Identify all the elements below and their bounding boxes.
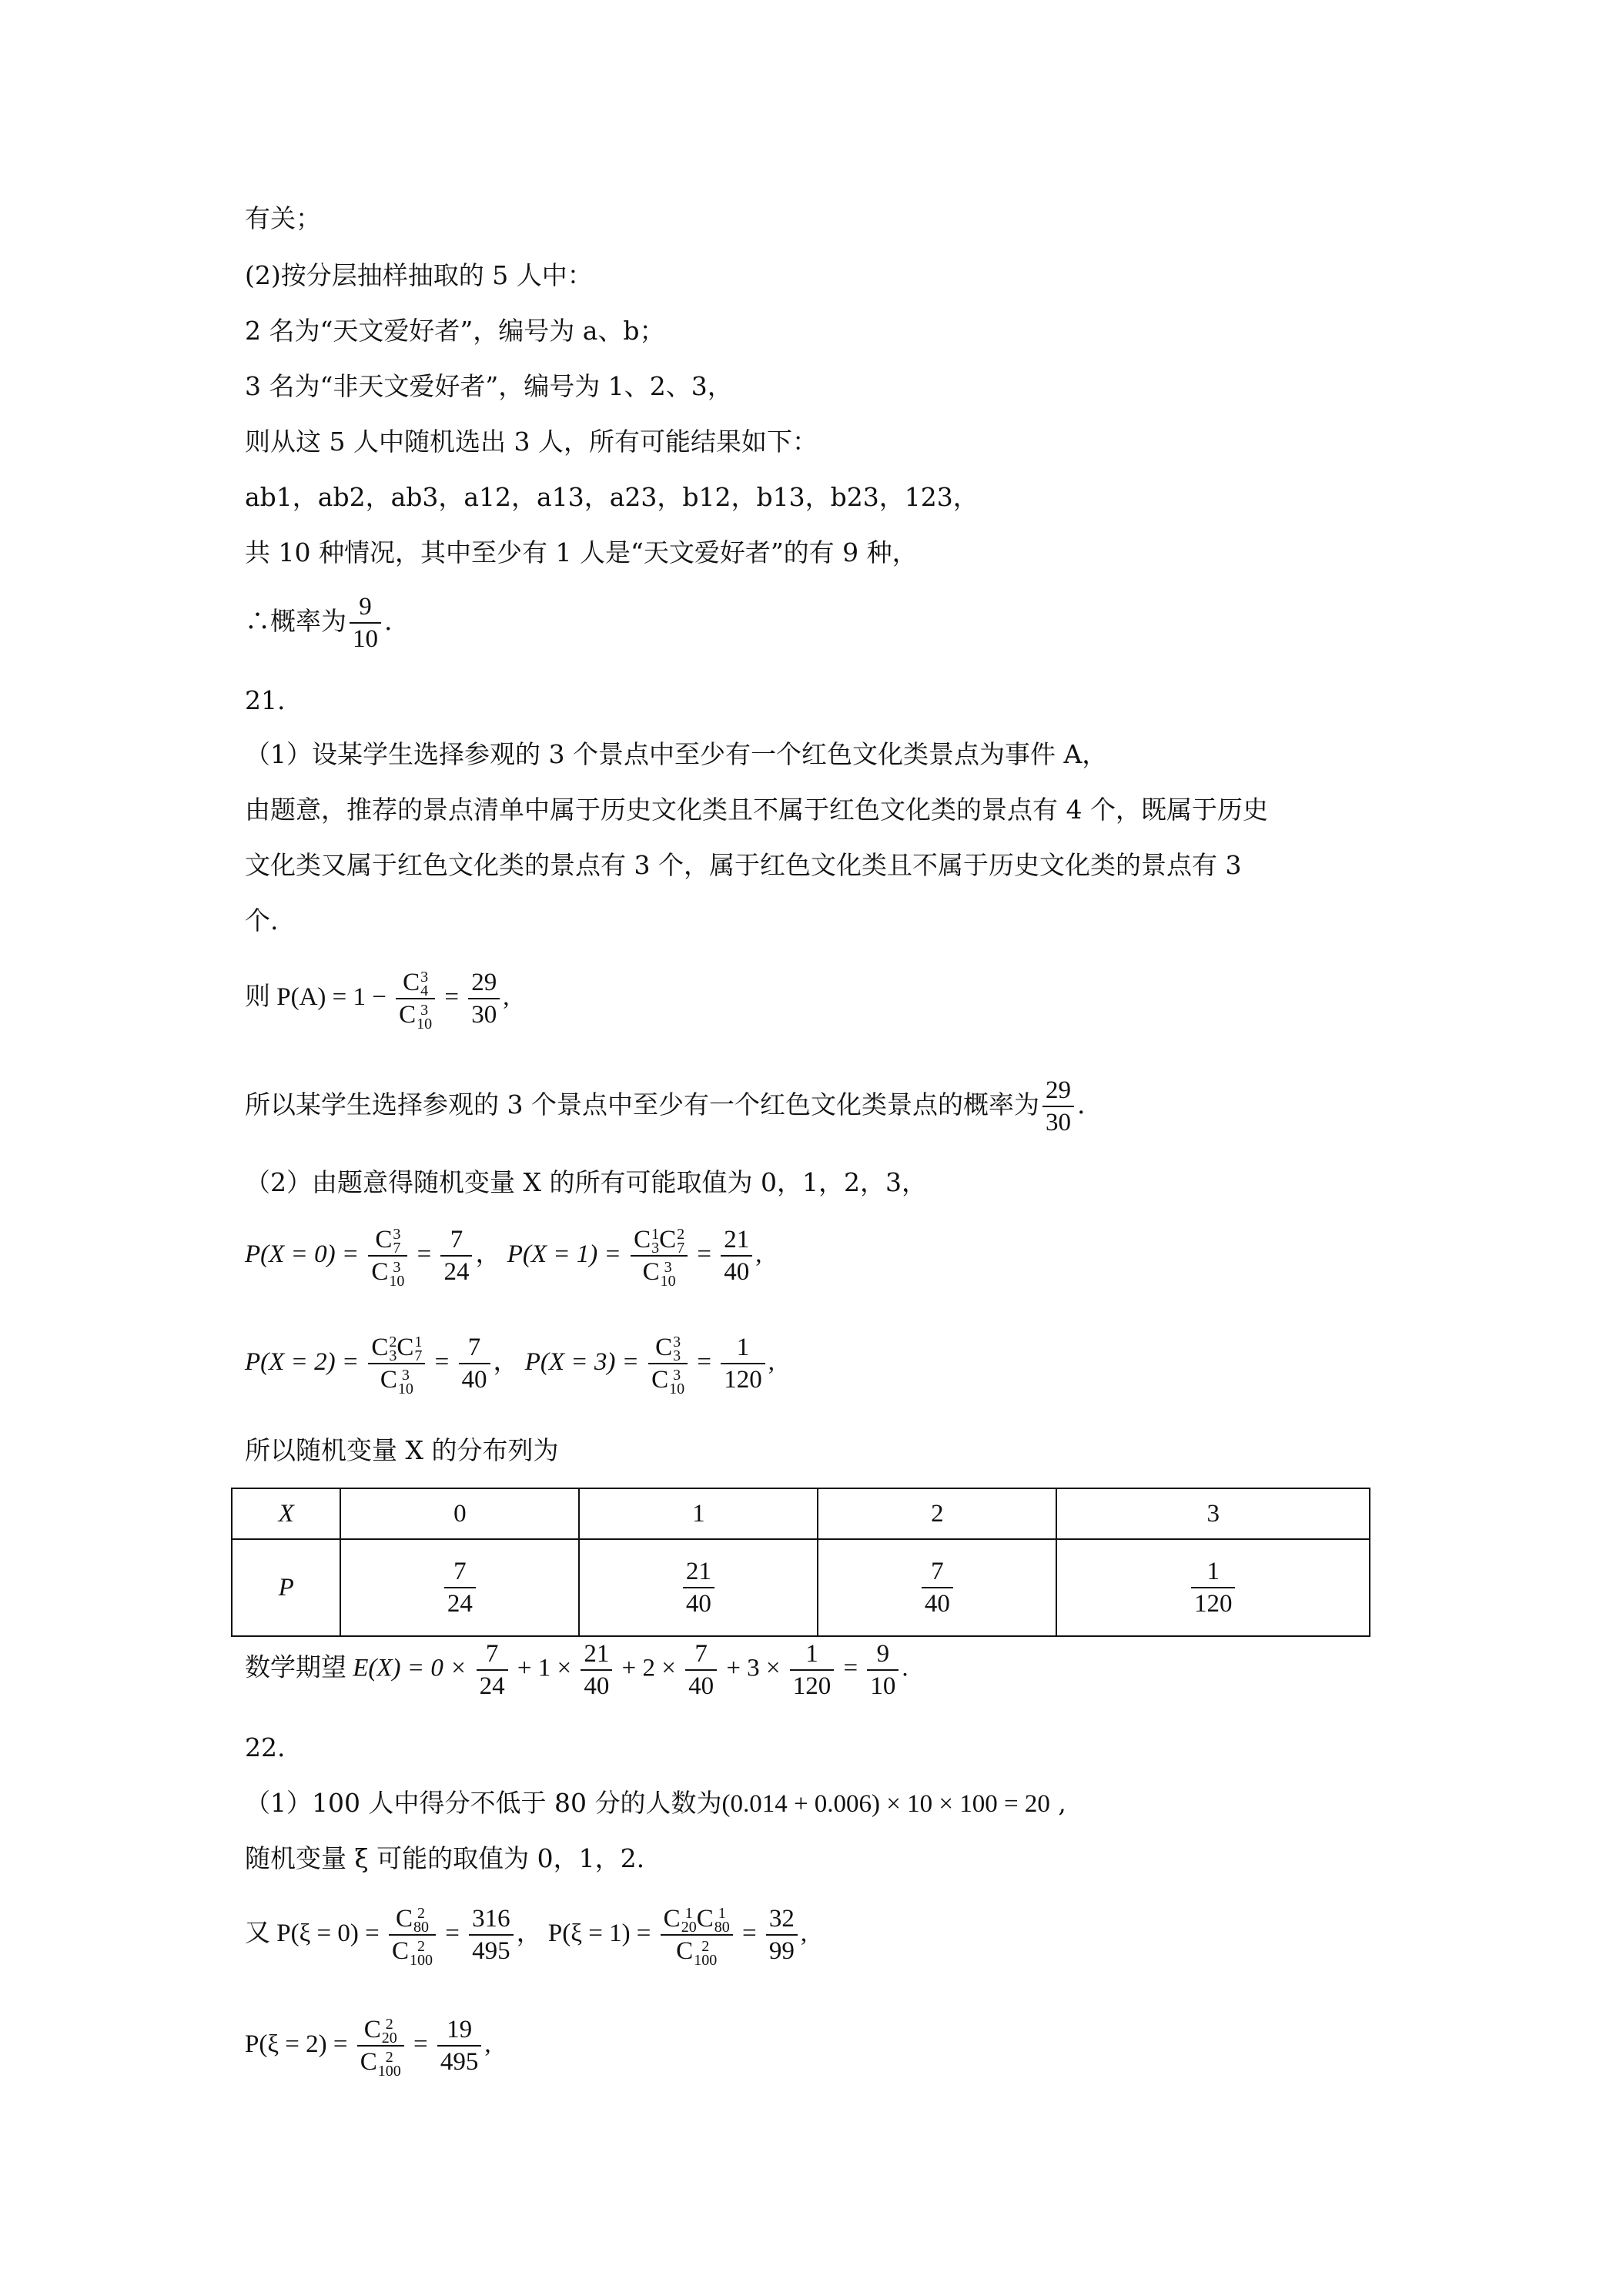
formula-lhs: P(X = 2) = bbox=[245, 1348, 360, 1376]
fraction bbox=[437, 2014, 482, 2077]
fraction-denominator: 30 bbox=[471, 1001, 497, 1029]
fraction-denominator: 495 bbox=[472, 1937, 510, 1966]
fraction-numerator: 1 bbox=[721, 1332, 765, 1364]
fraction bbox=[766, 1903, 798, 1966]
text-line: (2)按分层抽样抽取的 5 人中： bbox=[245, 260, 593, 290]
fraction bbox=[459, 1332, 490, 1395]
fraction bbox=[440, 1224, 472, 1287]
fraction bbox=[721, 1224, 752, 1287]
fraction bbox=[721, 1332, 765, 1395]
fraction-numerator: 7 bbox=[922, 1556, 953, 1588]
fraction bbox=[468, 967, 500, 1030]
text-line: 3 名为“非天文爱好者”，编号为 1、2、3， bbox=[245, 371, 733, 401]
fraction-numerator: 21 bbox=[683, 1556, 714, 1588]
formula-lhs: P(X = 1) = bbox=[507, 1240, 621, 1268]
fraction-numerator: 29 bbox=[468, 967, 500, 999]
table-cell bbox=[1056, 1539, 1370, 1636]
formula-px2-px3: P(X = 2) = C 2 3 C 1 7 C 3 10 = $\frac{7}{40}$ ， P(X = 3) = C 3 3 C 3 10 = $\frac{1}{120}$ , bbox=[245, 1334, 775, 1397]
text-line: 随机变量 ξ 可能的取值为 0，1，2. bbox=[245, 1843, 645, 1873]
fraction bbox=[1042, 1075, 1074, 1138]
formula-span: (0.014 + 0.006) × 10 × 100 = 20 bbox=[721, 1790, 1050, 1818]
formula-pxi0-pxi1: 又 P(ξ = 0) = C 2 80 C 2 100 = $\frac{316}{495}$ ， P(ξ = 1) = C 1 20 C 1 80 C 2 100 = $\frac{32}{99}$ , bbox=[245, 1905, 808, 1969]
formula-lhs: 又 P(ξ = 0) = bbox=[245, 1919, 380, 1947]
table-cell: X bbox=[232, 1488, 340, 1539]
question-number: 22. bbox=[245, 1732, 286, 1762]
text-span: （1）100 人中得分不低于 80 分的人数为 bbox=[245, 1788, 722, 1818]
fraction-numerator: 32 bbox=[766, 1903, 798, 1936]
formula-lhs: E(X) = 0 × bbox=[353, 1654, 467, 1682]
table-cell: P bbox=[232, 1539, 340, 1636]
table-cell: 0 bbox=[340, 1488, 579, 1539]
text-line: 个. bbox=[245, 905, 279, 935]
table-cell: 1 bbox=[579, 1488, 818, 1539]
table-cell bbox=[340, 1539, 579, 1636]
distribution-table bbox=[231, 1488, 1370, 1637]
fraction-denominator: 30 bbox=[1045, 1109, 1071, 1136]
table-cell bbox=[579, 1539, 818, 1636]
text-line: （1）设某学生选择参观的 3 个景点中至少有一个红色文化类景点为事件 A， bbox=[245, 739, 1108, 769]
fraction-denominator: 40 bbox=[461, 1366, 487, 1394]
question-number: 21. bbox=[245, 685, 286, 715]
fraction: C 3 4 C 3 10 bbox=[396, 967, 435, 1031]
fraction bbox=[867, 1638, 899, 1702]
table-row bbox=[232, 1488, 1370, 1539]
fraction-numerator: 7 bbox=[444, 1556, 476, 1588]
text-line: （2）由题意得随机变量 X 的所有可能取值为 0，1，2，3， bbox=[245, 1167, 927, 1197]
fraction-numerator: 1 bbox=[1191, 1556, 1236, 1588]
table-cell: 3 bbox=[1056, 1488, 1370, 1539]
text-line: 有关； bbox=[245, 203, 321, 233]
fraction-numerator: 19 bbox=[437, 2014, 482, 2047]
fraction-numerator: 7 bbox=[459, 1332, 490, 1364]
text-span: 数学期望 bbox=[245, 1654, 346, 1682]
text-line: 2 名为“天文爱好者”，编号为 a、b； bbox=[245, 316, 665, 346]
formula-lhs: P(X = 3) = bbox=[524, 1348, 639, 1376]
fraction-denominator: 24 bbox=[443, 1258, 470, 1287]
text-line: 则从这 5 人中随机选出 3 人，所有可能结果如下： bbox=[245, 427, 818, 457]
text-span: ∴概率为 bbox=[245, 606, 346, 636]
fraction bbox=[350, 591, 381, 654]
fraction-denominator: 40 bbox=[924, 1590, 950, 1618]
formula-px0-px1: P(X = 0) = C 3 7 C 3 10 = $\frac{7}{24}$ ， P(X = 1) = C 1 3 C 2 7 C 3 10 = $\frac{21}{40}$ , bbox=[245, 1226, 762, 1290]
formula-lhs: P(X = 0) = bbox=[245, 1240, 360, 1268]
text-span: 所以某学生选择参观的 3 个景点中至少有一个红色文化类景点的概率为 bbox=[245, 1089, 1039, 1120]
formula-lhs: P(ξ = 1) = bbox=[547, 1919, 651, 1947]
fraction-denominator: 99 bbox=[768, 1937, 795, 1966]
text-line: 由题意，推荐的景点清单中属于历史文化类且不属于红色文化类的景点有 4 个，既属于历史 bbox=[245, 795, 1268, 825]
fraction-numerator: 29 bbox=[1042, 1075, 1074, 1107]
fraction-denominator: 120 bbox=[1193, 1590, 1233, 1618]
fraction-denominator: 10 bbox=[870, 1672, 896, 1700]
fraction-numerator: 9 bbox=[867, 1638, 899, 1671]
text-line: 所以随机变量 X 的分布列为 bbox=[245, 1435, 559, 1465]
fraction-denominator: 24 bbox=[447, 1590, 473, 1618]
fraction bbox=[469, 1903, 514, 1966]
formula-expectation: 数学期望 E(X) = 0 × $\frac{7}{24}$ + 1 × $\frac{21}{40}$ + 2 × $\frac{7}{40}$ + 3 × $\frac{1}{120}$ = $\frac{9}{10}$ . bbox=[245, 1640, 909, 1700]
fraction-denominator: 495 bbox=[440, 2048, 479, 2077]
fraction-denominator: 40 bbox=[685, 1590, 711, 1618]
text-line: （1）100 人中得分不低于 80 分的人数为(0.014 + 0.006) × 10 × 100 = 20 , bbox=[245, 1788, 1066, 1818]
formula-lhs: P(ξ = 2) = bbox=[245, 2030, 348, 2058]
formula-lhs: 则 P(A) = 1 − bbox=[245, 983, 387, 1011]
fraction-numerator: 7 bbox=[440, 1224, 472, 1257]
text-line: ab1，ab2，ab3，a12，a13，a23，b12，b13，b23，123， bbox=[245, 482, 979, 512]
formula-pxi2: P(ξ = 2) = C 2 20 C 2 100 = $\frac{19}{495}$ , bbox=[245, 2016, 491, 2080]
text-line: 共 10 种情况，其中至少有 1 人是“天文爱好者”的有 9 种， bbox=[245, 537, 918, 567]
table-cell bbox=[818, 1539, 1056, 1636]
fraction-numerator: 316 bbox=[469, 1903, 514, 1936]
fraction-denominator: 10 bbox=[353, 625, 378, 653]
formula-pa: 则 P(A) = 1 − C 3 4 C 3 10 = $\frac{29}{30}$ , bbox=[245, 969, 510, 1033]
conclusion-line: 所以某学生选择参观的 3 个景点中至少有一个红色文化类景点的概率为 $\frac{29}{30}$ . bbox=[245, 1076, 1086, 1136]
table-row bbox=[232, 1539, 1370, 1636]
table-cell: 2 bbox=[818, 1488, 1056, 1539]
fraction-numerator: 9 bbox=[350, 591, 381, 624]
fraction-denominator: 120 bbox=[724, 1366, 762, 1394]
fraction-denominator: 40 bbox=[724, 1258, 750, 1287]
probability-line: ∴概率为 $\frac{9}{10}$ . bbox=[245, 593, 393, 653]
fraction-numerator: 21 bbox=[721, 1224, 752, 1257]
text-line: 文化类又属于红色文化类的景点有 3 个，属于红色文化类且不属于历史文化类的景点有 3 bbox=[245, 850, 1242, 880]
